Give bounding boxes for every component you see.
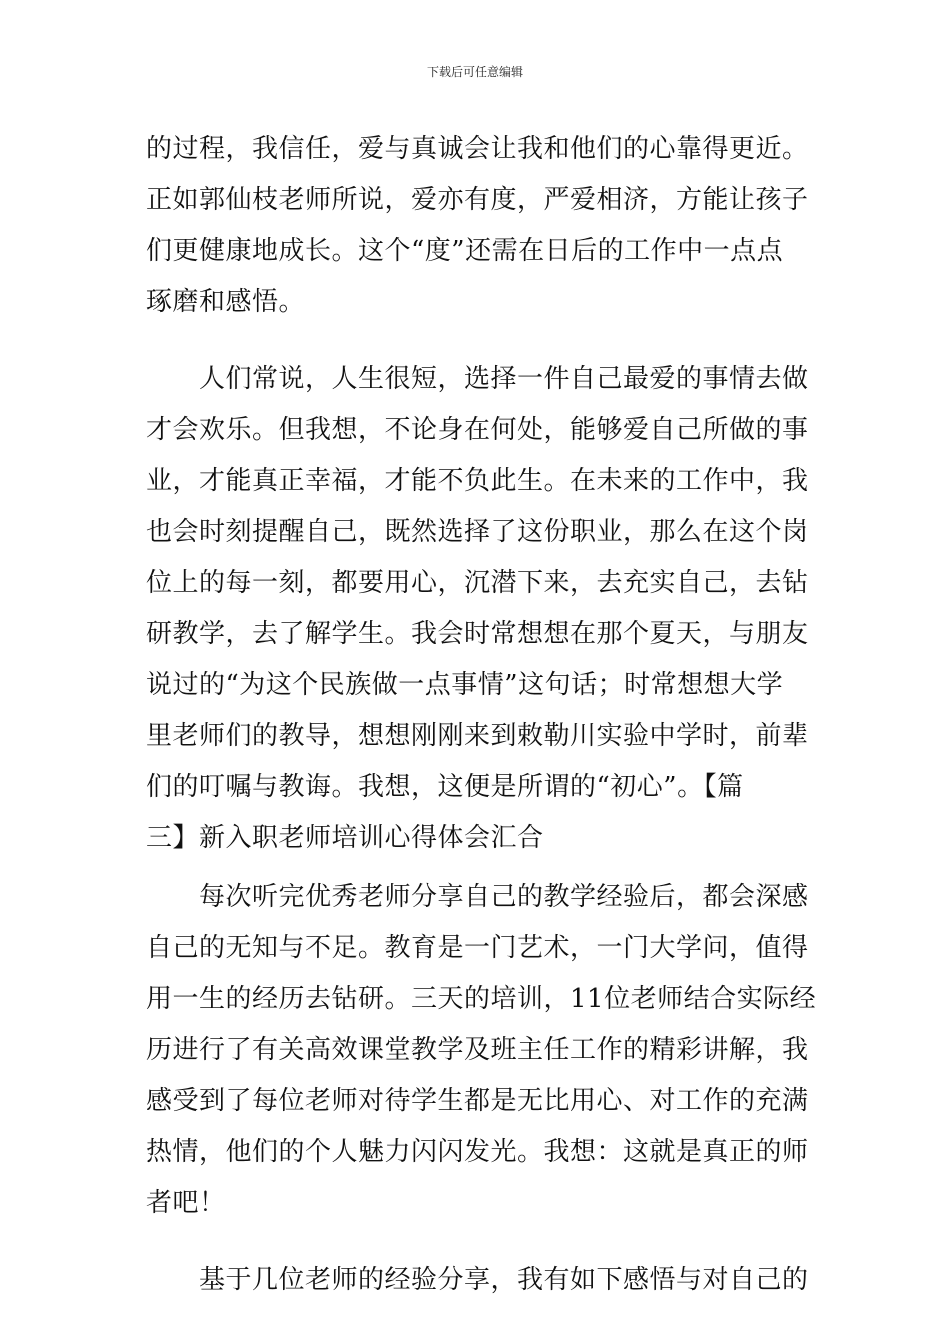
- text-line: 感受到了每位老师对待学生都是无比用心、对工作的充满: [146, 1086, 809, 1116]
- text-line: 者吧！: [146, 1188, 226, 1218]
- text-line: 们的叮嘱与教诲。我想，这便是所谓的“初心”。【篇: [146, 772, 744, 802]
- paragraph-spacer: [146, 328, 808, 354]
- text-line: 热情，他们的个人魅力闪闪发光。我想：这就是真正的师: [146, 1137, 809, 1167]
- paragraph: [146, 124, 808, 328]
- text-line: 每次听完优秀老师分享自己的教学经验后，都会深感: [146, 882, 809, 912]
- text-line: 历进行了有关高效课堂教学及班主任工作的精彩讲解，我: [146, 1035, 809, 1065]
- text-line: 基于几位老师的经验分享，我有如下感悟与对自己的: [146, 1265, 809, 1295]
- text-line: 里老师们的教导，想想刚刚来到敕勒川实验中学时，前辈: [146, 721, 809, 751]
- text-line: 的过程，我信任，爱与真诚会让我和他们的心靠得更近。: [146, 134, 809, 164]
- document-body: [146, 124, 817, 1306]
- text-line: 业，才能真正幸福，才能不负此生。在未来的工作中，我: [146, 466, 809, 496]
- text-line: 研教学，去了解学生。我会时常想想在那个夏天，与朋友: [146, 619, 809, 649]
- paragraph: [146, 354, 808, 864]
- text-line: 人们常说，人生很短，选择一件自己最爱的事情去做: [146, 364, 809, 394]
- paragraph-spacer: [146, 1229, 808, 1255]
- text-line: 正如郭仙枝老师所说，爱亦有度，严爱相济，方能让孩子: [146, 185, 809, 215]
- paragraph-spacer: [146, 864, 808, 872]
- text-line: 位上的每一刻，都要用心，沉潜下来，去充实自己，去钻: [146, 568, 809, 598]
- text-line: 自己的无知与不足。教育是一门艺术，一门大学问，值得: [146, 933, 809, 963]
- text-line: 用一生的经历去钻研。三天的培训，11位老师结合实际经: [146, 984, 817, 1014]
- paragraph: [146, 872, 817, 1229]
- text-line: 才会欢乐。但我想，不论身在何处，能够爱自己所做的事: [146, 415, 809, 445]
- text-line: 琢磨和感悟。: [146, 287, 306, 317]
- paragraph: [146, 1255, 808, 1306]
- text-line: 三】新入职老师培训心得体会汇合: [146, 823, 544, 853]
- page-header: 下载后可任意编辑: [426, 65, 523, 79]
- text-line: 也会时刻提醒自己，既然选择了这份职业，那么在这个岗: [146, 517, 809, 547]
- text-line: 们更健康地成长。这个“度”还需在日后的工作中一点点: [146, 236, 784, 266]
- text-line: 说过的“为这个民族做一点事情”这句话；时常想想大学: [146, 670, 784, 700]
